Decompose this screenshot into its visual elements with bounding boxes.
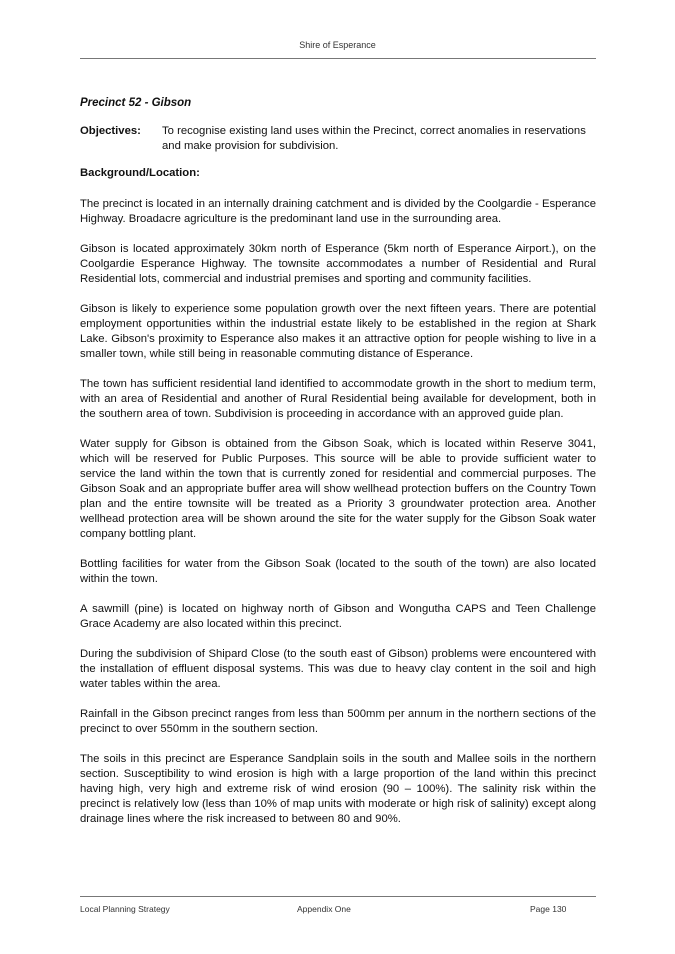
running-header: Shire of Esperance <box>299 40 376 50</box>
paragraph: Gibson is located approximately 30km north of Esperance (5km north of Esperance Airport.), on the Coolgardie Esperance Highway. The townsite accommodates a number of Residential and Rural Residential lots, commercial and industrial premises and sporting and community facilities. <box>80 243 596 285</box>
footer-page-number: Page 130 <box>530 904 567 914</box>
header-rule <box>80 58 596 59</box>
paragraph: The soils in this precinct are Esperance Sandplain soils in the south and Mallee soils in the northern section. Susceptibility to wind erosion is high with a large proportion of the land within this precinct having high, very high and extreme risk of wind erosion (90 – 100%). The salinity risk within the precinct is relatively low (less than 10% of map units with moderate or high risk of salinity) except along drainage lines where the risk increased to between 80 and 90%. <box>80 753 596 825</box>
footer-center: Appendix One <box>297 904 351 914</box>
paragraph: Bottling facilities for water from the Gibson Soak (located to the south of the town) are also located within the town. <box>80 558 596 585</box>
paragraph: Rainfall in the Gibson precinct ranges from less than 500mm per annum in the northern sections of the precinct to over 550mm in the southern section. <box>80 708 596 735</box>
objectives-block <box>80 124 596 154</box>
paragraph: During the subdivision of Shipard Close (to the south east of Gibson) problems were encountered with the installation of effluent disposal systems. This was due to heavy clay content in the soil and high water tables within the area. <box>80 648 596 690</box>
footer-left: Local Planning Strategy <box>80 904 170 914</box>
paragraph: A sawmill (pine) is located on highway north of Gibson and Wongutha CAPS and Teen Challenge Grace Academy are also located within this precinct. <box>80 603 596 630</box>
section-heading: Background/Location: <box>80 167 200 179</box>
paragraph: Water supply for Gibson is obtained from the Gibson Soak, which is located within Reserve 3041, which will be reserved for Public Purposes. This source will be able to provide sufficient water to service the land within the town that is currently zoned for residential and commercial purposes. The Gibson Soak and an appropriate buffer area will show wellhead protection buffers on the Country Town plan and the entire townsite will be treated as a Priority 3 groundwater protection area. Another wellhead protection area will be shown around the site for the water supply for the Gibson Soak water company bottling plant. <box>80 438 596 540</box>
objectives-label: Objectives: <box>80 125 141 137</box>
paragraph: Gibson is likely to experience some population growth over the next fifteen years. There are potential employment opportunities within the industrial estate likely to be established in the region at Shark Lake. Gibson's proximity to Esperance also makes it an attractive option for people wishing to live in a smaller town, while still being in reasonable commuting distance of Esperance. <box>80 303 596 360</box>
objectives-text: To recognise existing land uses within the Precinct, correct anomalies in reservations and make provision for subdivision. <box>162 125 586 152</box>
precinct-title: Precinct 52 - Gibson <box>80 97 192 109</box>
paragraph: The precinct is located in an internally draining catchment and is divided by the Coolgardie - Esperance Highway. Broadacre agriculture is the predominant land use in the surrounding area. <box>80 198 596 225</box>
footer-rule <box>80 896 596 897</box>
page-content <box>80 96 596 842</box>
paragraph: The town has sufficient residential land identified to accommodate growth in the short to medium term, with an area of Residential and another of Rural Residential being available for development, both in the southern area of town. Subdivision is proceeding in accordance with an approved guide plan. <box>80 378 596 420</box>
